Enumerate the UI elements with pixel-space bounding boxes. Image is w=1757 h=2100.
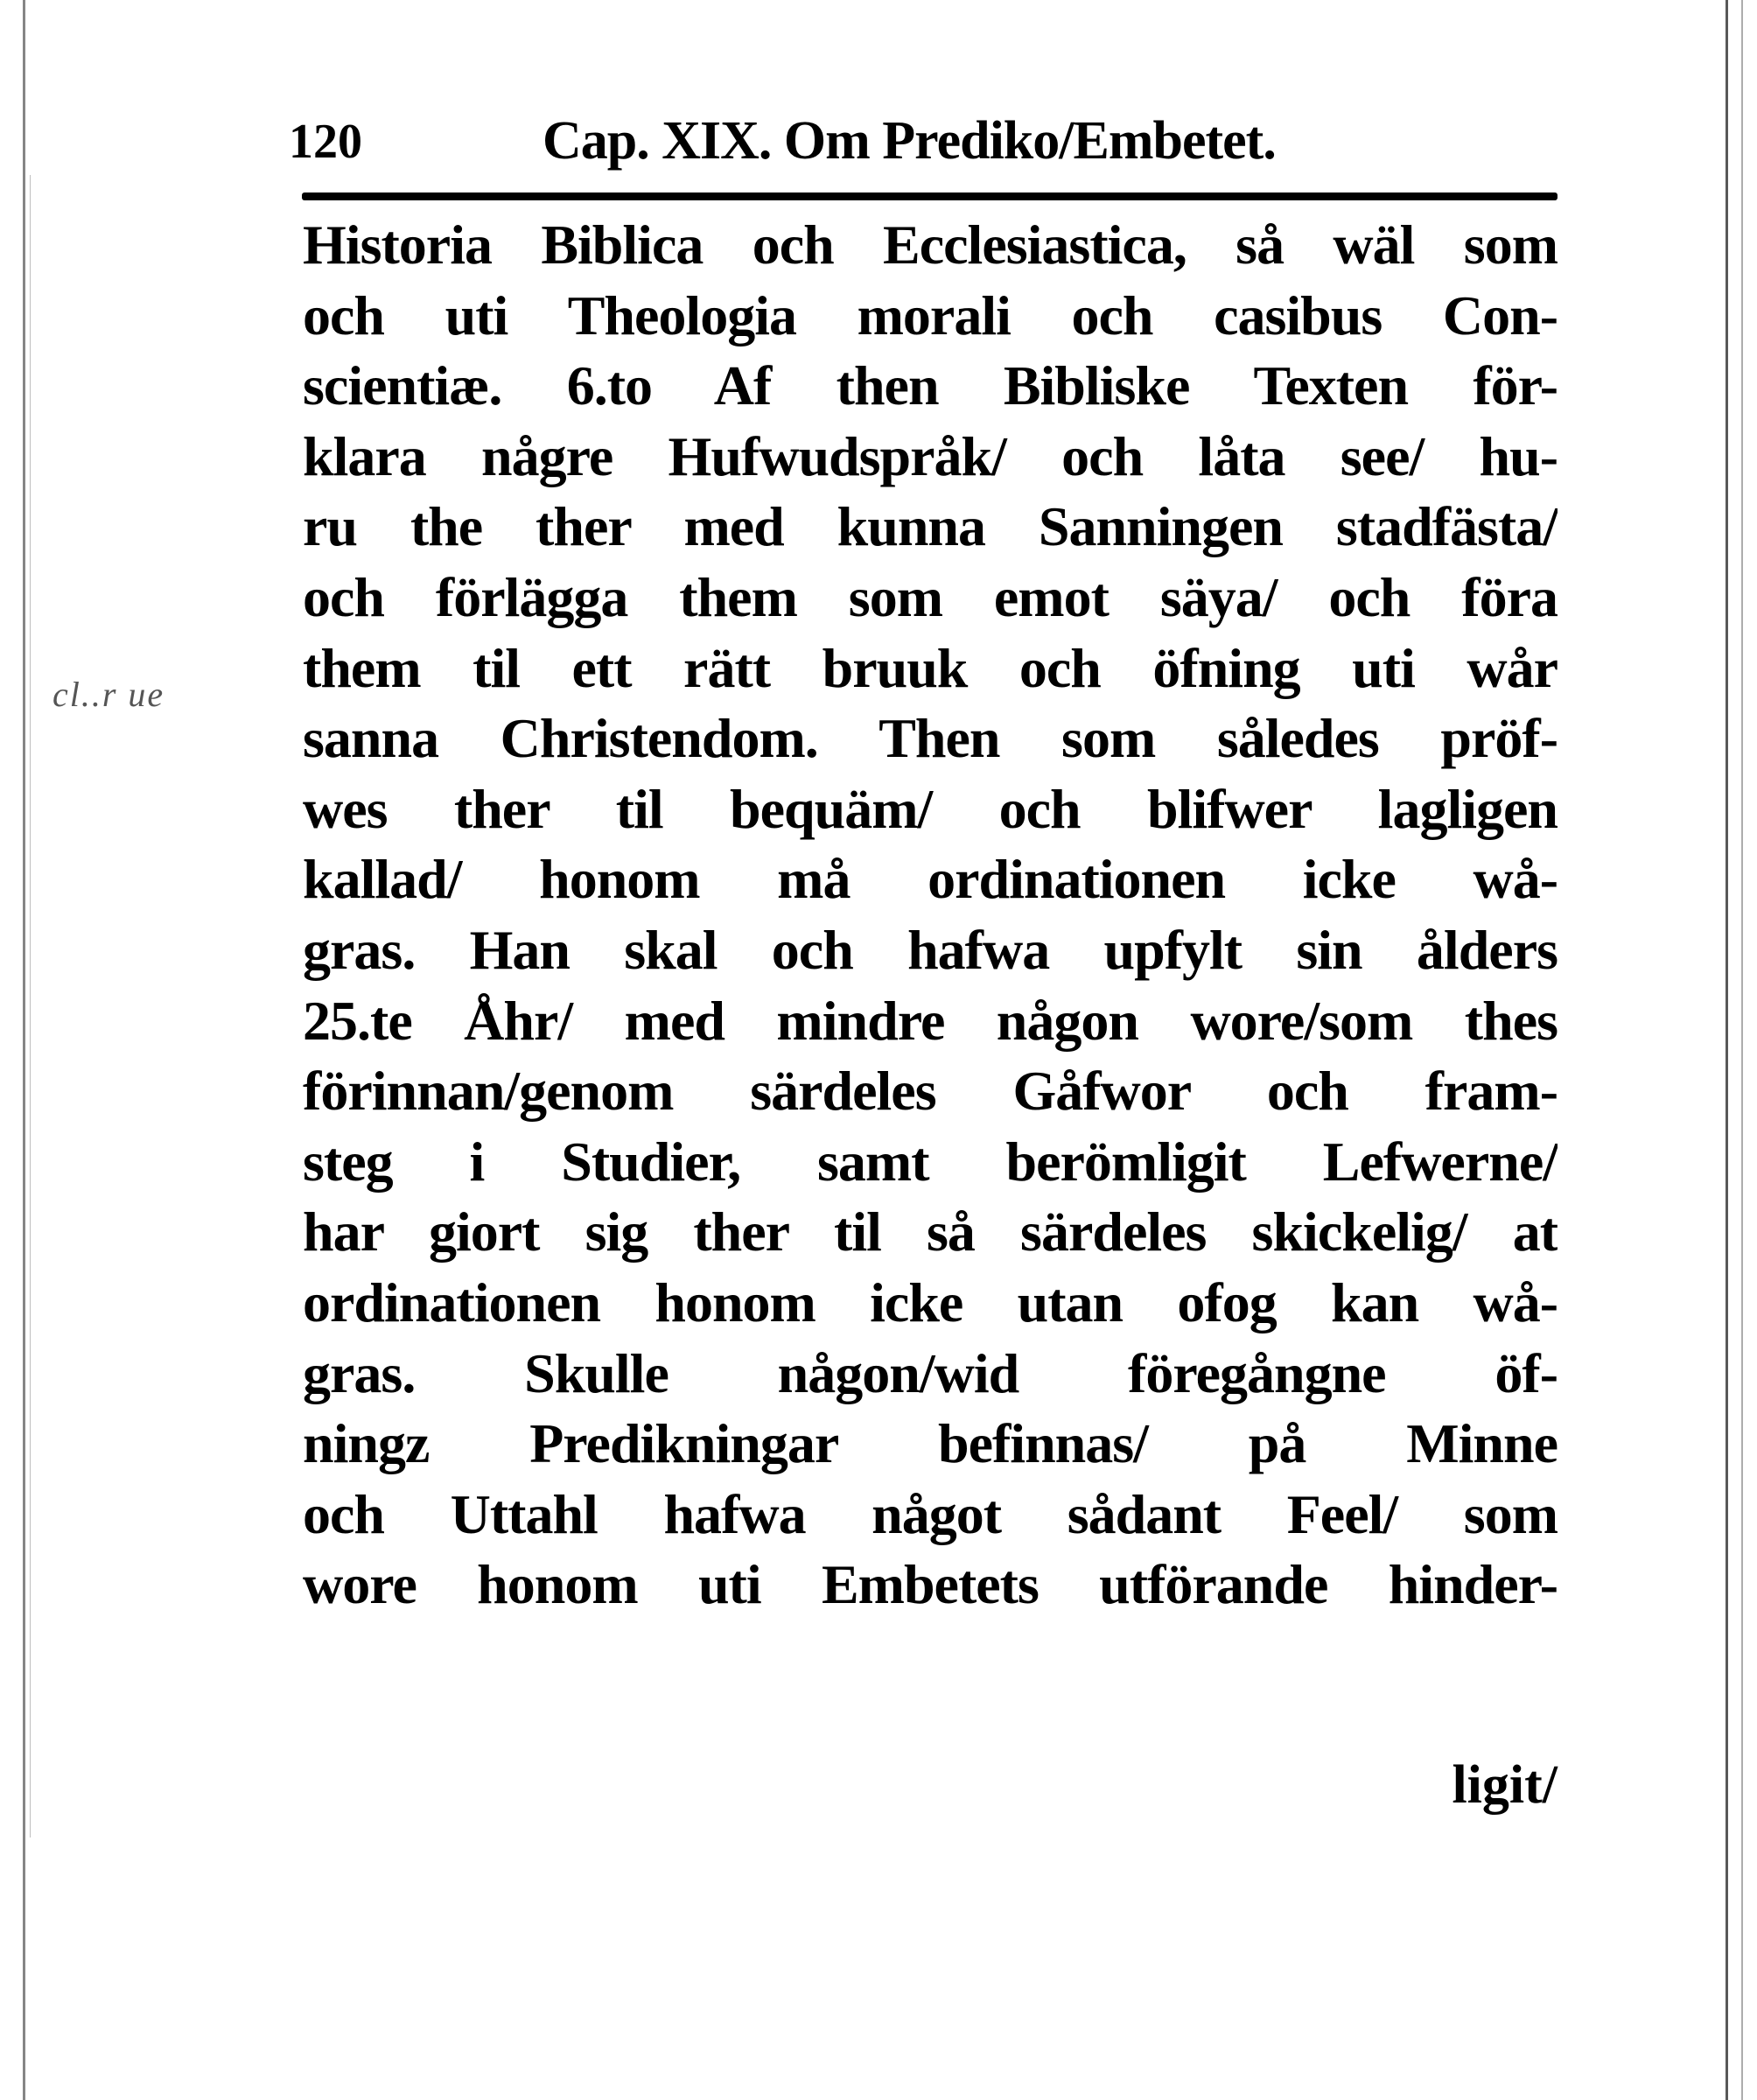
text-line: kallad/ honom må ordinationen icke wå- [303,848,1558,911]
page-number: 120 [289,115,362,169]
text-line: gras. Han skal och hafwa upfylt sin ålders [303,918,1558,981]
text-line: och Uttahl hafwa något sådant Feel/ som [303,1482,1558,1545]
page-edge-right-outer [1741,0,1743,2100]
body-text [303,210,1558,1620]
header-rule [302,192,1558,200]
text-line: och förlägga them som emot säya/ och föra [303,565,1558,628]
text-line: them til ett rätt bruuk och öfning uti wår [303,636,1558,699]
text-line: steg i Studier, samt berömligit Lefwerne/ [303,1130,1558,1193]
catchword: ligit/ [1452,1755,1558,1815]
text-line: förinnan/genom särdeles Gåfwor och fram- [303,1060,1558,1123]
text-line: gras. Skulle någon/wid föregångne öf- [303,1341,1558,1404]
margin-note: cl..r ue [52,675,165,714]
text-line: och uti Theologia morali och casibus Con- [303,284,1558,346]
running-head: Cap. XIX. Om Prediko/Embetet. [542,111,1276,171]
text-line: ru the ther med kunna Sanningen stadfästa/ [303,495,1558,558]
text-line: har giort sig ther til så särdeles skickelig/ at [303,1200,1558,1264]
text-line: ningz Predikningar befinnas/ på Minne [303,1412,1558,1475]
page-edge-left [23,0,25,2100]
page-edge-left-inner [30,175,31,1838]
text-line: Historia Biblica och Ecclesiastica, så wäl som [303,214,1558,276]
text-line: wes ther til bequäm/ och blifwer lagligen [303,777,1558,840]
text-line: klara någre Hufwudspråk/ och låta see/ hu- [303,424,1558,487]
text-line: sanna Christendom. Then som således pröf- [303,707,1558,770]
text-line: wore honom uti Embetets utförande hinder- [303,1553,1558,1616]
text-line: 25.te Åhr/ med mindre någon wore/som thes [303,989,1558,1052]
page-edge-right [1726,0,1728,2100]
text-line: scientiæ. 6.to Af then Bibliske Texten för- [303,354,1558,417]
text-line: ordinationen honom icke utan ofog kan wå- [303,1270,1558,1334]
